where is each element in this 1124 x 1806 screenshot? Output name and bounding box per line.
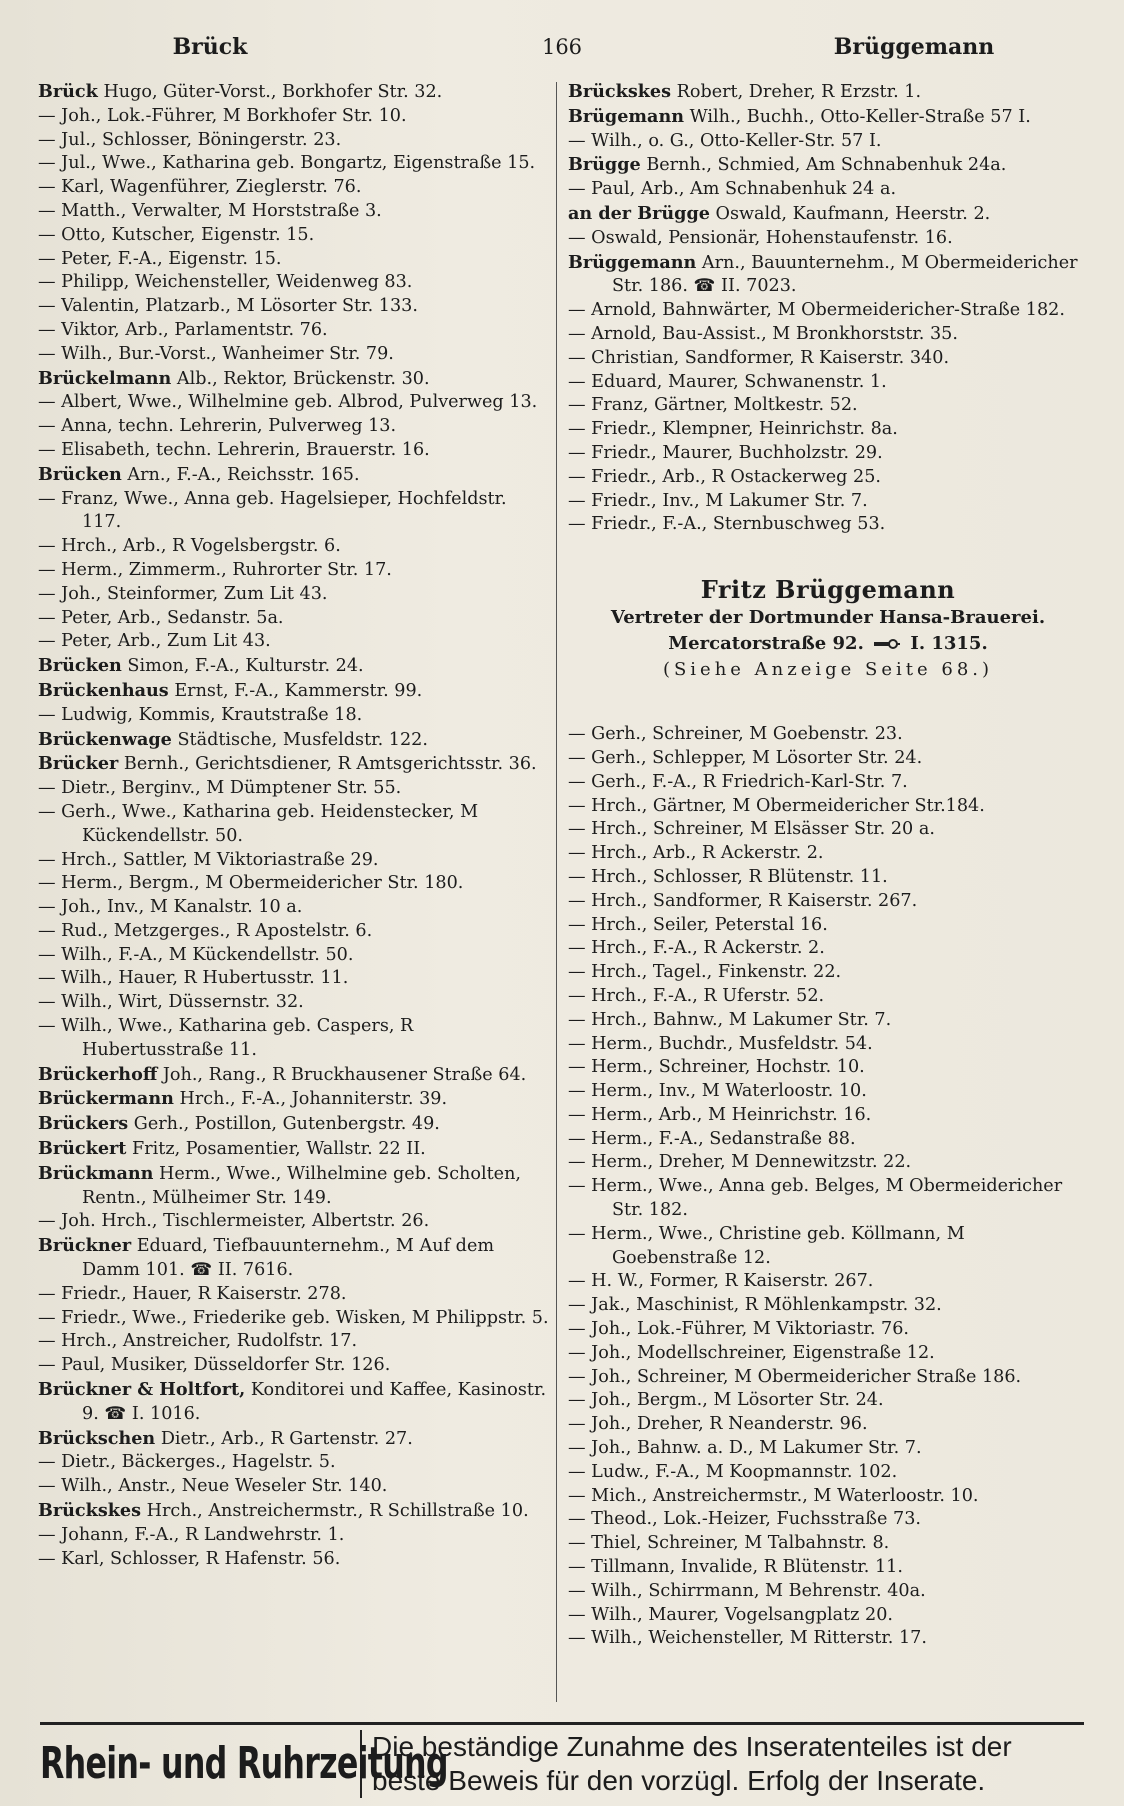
entry-details: Arn., Bauunternehm., M Obermeidericher Str. 186. ☎ II. 7023. <box>612 252 1078 297</box>
directory-entry <box>38 1015 550 1063</box>
entry-surname: Brügemann <box>568 105 685 127</box>
entry-details: — Herm., Arb., M Heinrichstr. 16. <box>568 1104 872 1125</box>
entry-details: — Herm., Wwe., Anna geb. Belges, M Obermeidericher Str. 182. <box>568 1176 1063 1221</box>
directory-entry <box>568 347 1088 371</box>
directory-entry <box>568 1104 1088 1128</box>
directory-entry <box>38 415 550 439</box>
directory-entry <box>38 777 550 801</box>
entry-details: — Joh., Schreiner, M Obermeidericher Straße 186. <box>568 1366 1022 1387</box>
footer-rule <box>40 1722 1084 1725</box>
entry-details: — Joh. Hrch., Tischlermeister, Albertstr. 26. <box>38 1211 430 1232</box>
entry-details: — Wilh., F.-A., M Kückendellstr. 50. <box>38 944 354 965</box>
directory-entry <box>568 251 1088 300</box>
directory-entry <box>568 299 1088 323</box>
directory-entry <box>568 1294 1088 1318</box>
entry-details: — Dietr., Bäckerges., Hagelstr. 5. <box>38 1452 336 1473</box>
entry-surname: Brückerhoff <box>38 1063 158 1085</box>
entry-details: — Joh., Modellschreiner, Eigenstraße 12. <box>568 1342 935 1363</box>
entry-surname: Brückers <box>38 1113 129 1135</box>
entry-details: — Herm., Bergm., M Obermeidericher Str. 180. <box>38 873 464 894</box>
entry-details: — Wilh., Hauer, R Hubertusstr. 11. <box>38 968 349 989</box>
entry-surname: Brückskes <box>568 81 672 102</box>
entry-details: — Hrch., Schlosser, R Blütenstr. 11. <box>568 866 888 887</box>
entry-details: — H. W., Former, R Kaiserstr. 267. <box>568 1271 874 1292</box>
entry-details: — Friedr., Maurer, Buchholzstr. 29. <box>568 442 883 463</box>
directory-entry <box>38 248 550 272</box>
right-column-bottom <box>568 723 1088 1651</box>
page-header <box>40 30 1084 64</box>
entry-details: — Ludwig, Kommis, Krautstraße 18. <box>38 704 363 725</box>
entry-details: — Joh., Dreher, R Neanderstr. 96. <box>568 1414 868 1435</box>
directory-entry <box>568 1413 1088 1437</box>
directory-entry <box>568 961 1088 985</box>
entry-details: — Joh., Inv., M Kanalstr. 10 a. <box>38 897 303 918</box>
directory-entry <box>568 80 1088 105</box>
directory-entry <box>38 728 550 753</box>
entry-details: — Paul, Arb., Am Schnabenhuk 24 a. <box>568 179 897 200</box>
directory-entry <box>568 178 1088 202</box>
entry-surname: Brückelmann <box>38 367 172 389</box>
entry-details: — Joh., Lok.-Führer, M Viktoriastr. 76. <box>568 1319 909 1340</box>
entry-details: — Joh., Lok.-Führer, M Borkhofer Str. 10. <box>38 105 407 126</box>
footer-advert <box>40 1728 1084 1800</box>
directory-entry <box>38 1354 550 1378</box>
directory-entry <box>38 224 550 248</box>
entry-surname: Brücken <box>38 655 122 677</box>
entry-surname: Brückmann <box>38 1162 154 1184</box>
entry-surname: Brügge <box>568 154 641 176</box>
entry-details: Alb., Rektor, Brückenstr. 30. <box>176 368 430 389</box>
directory-entry <box>568 1485 1088 1509</box>
directory-entry <box>38 872 550 896</box>
entry-details: — Joh., Steinformer, Zum Lit 43. <box>38 583 328 604</box>
entry-details: — Hrch., Arb., R Ackerstr. 2. <box>568 843 824 864</box>
entry-details: — Herm., Zimmerm., Ruhrorter Str. 17. <box>38 559 392 580</box>
directory-entry <box>38 105 550 129</box>
entry-details: — Dietr., Berginv., M Dümptener Str. 55. <box>38 778 402 799</box>
entry-details: — Johann, F.-A., R Landwehrstr. 1. <box>38 1524 345 1545</box>
entry-details: — Friedr., Inv., M Lakumer Str. 7. <box>568 490 868 511</box>
directory-entry <box>568 842 1088 866</box>
entry-surname: Brückenhaus <box>38 679 169 701</box>
directory-entry <box>38 439 550 463</box>
entry-details: — Karl, Schlosser, R Hafenstr. 56. <box>38 1548 341 1569</box>
directory-entry <box>38 630 550 654</box>
entry-details: — Joh., Bergm., M Lösorter Str. 24. <box>568 1390 884 1411</box>
entry-details: — Wilh., Bur.-Vorst., Wanheimer Str. 79. <box>38 343 394 364</box>
directory-entry <box>568 323 1088 347</box>
directory-entry <box>568 1318 1088 1342</box>
directory-entry <box>38 1524 550 1548</box>
directory-entry <box>38 1162 550 1211</box>
directory-entry <box>568 227 1088 251</box>
entry-surname: Brückschen <box>38 1427 156 1449</box>
entry-details: — Albert, Wwe., Wilhelmine geb. Albrod, Pulverweg 13. <box>38 392 538 413</box>
directory-entry <box>38 1283 550 1307</box>
entry-details: — Theod., Lok.-Heizer, Fuchsstraße 73. <box>568 1509 921 1530</box>
directory-entry <box>38 607 550 631</box>
entry-details: — Peter, F.-A., Eigenstr. 15. <box>38 248 282 269</box>
right-column-top <box>568 80 1088 537</box>
directory-entry <box>568 1009 1088 1033</box>
directory-entry <box>568 466 1088 490</box>
entry-details: — Elisabeth, techn. Lehrerin, Brauerstr. 16. <box>38 439 430 460</box>
entry-details: — Herm., Schreiner, Hochstr. 10. <box>568 1057 865 1078</box>
entry-details: — Wilh., Wirt, Düssernstr. 32. <box>38 992 304 1013</box>
directory-entry <box>38 944 550 968</box>
directory-entry <box>38 559 550 583</box>
directory-entry <box>568 1532 1088 1556</box>
directory-entry <box>38 1451 550 1475</box>
entry-details: — Tillmann, Invalide, R Blütenstr. 11. <box>568 1557 903 1578</box>
ad-address: Mercatorstraße 92. <box>668 633 864 655</box>
entry-details: — Wilh., Wwe., Katharina geb. Caspers, R Hubertusstraße 11. <box>38 1016 414 1060</box>
right-column <box>568 80 1088 1651</box>
entry-surname: Brückenwage <box>38 728 172 750</box>
ad-phone: I. 1315. <box>910 633 988 655</box>
directory-entry <box>38 295 550 319</box>
directory-entry <box>38 801 550 849</box>
directory-entry <box>568 418 1088 442</box>
entry-details: Städtische, Musfeldstr. 122. <box>177 729 428 750</box>
entry-details: — Eduard, Maurer, Schwanenstr. 1. <box>568 371 887 392</box>
entry-details: Fritz, Posamentier, Wallstr. 22 II. <box>132 1139 426 1160</box>
directory-entry <box>38 1307 550 1331</box>
header-right-keyword: Brüggemann <box>833 34 995 60</box>
directory-entry <box>38 463 550 488</box>
entry-details: — Otto, Kutscher, Eigenstr. 15. <box>38 224 315 245</box>
entry-details: — Anna, techn. Lehrerin, Pulverweg 13. <box>38 416 397 437</box>
directory-entry <box>38 80 550 105</box>
directory-entry <box>38 583 550 607</box>
entry-surname: Brückner <box>38 1235 132 1257</box>
directory-entry <box>568 105 1088 130</box>
entry-details: — Friedr., Klempner, Heinrichstr. 8a. <box>568 419 898 440</box>
entry-details: — Christian, Sandformer, R Kaiserstr. 340. <box>568 347 950 368</box>
directory-entry <box>568 153 1088 178</box>
entry-details: — Wilh., Weichensteller, M Ritterstr. 17. <box>568 1628 927 1649</box>
directory-entry <box>568 1223 1088 1271</box>
directory-entry <box>38 920 550 944</box>
advertisement <box>568 575 1088 683</box>
directory-entry <box>568 371 1088 395</box>
directory-entry <box>38 752 550 777</box>
directory-entry <box>38 991 550 1015</box>
directory-entry <box>38 367 550 392</box>
ad-name: Fritz Brüggemann <box>700 575 956 605</box>
directory-entry <box>38 896 550 920</box>
entry-details: — Oswald, Pensionär, Hohenstaufenstr. 16. <box>568 227 953 248</box>
directory-entry <box>568 723 1088 747</box>
directory-entry <box>568 513 1088 537</box>
directory-entry <box>568 747 1088 771</box>
entry-details: Dietr., Arb., R Gartenstr. 27. <box>160 1428 413 1449</box>
directory-entry <box>38 343 550 367</box>
directory-entry <box>568 985 1088 1009</box>
directory-entry <box>568 1342 1088 1366</box>
entry-surname: Brückert <box>38 1138 127 1160</box>
entry-details: — Paul, Musiker, Düsseldorfer Str. 126. <box>38 1355 391 1376</box>
directory-entry <box>568 1437 1088 1461</box>
entry-details: — Franz, Gärtner, Moltkestr. 52. <box>568 395 858 416</box>
entry-details: — Wilh., o. G., Otto-Keller-Str. 57 I. <box>568 130 882 151</box>
ad-note: (Siehe Anzeige Seite 68.) <box>662 659 994 681</box>
ad-address-line <box>568 631 1088 657</box>
directory-entry <box>38 1210 550 1234</box>
entry-details: — Hrch., Tagel., Finkenstr. 22. <box>568 962 842 983</box>
directory-entry <box>568 130 1088 154</box>
directory-entry <box>38 1087 550 1112</box>
directory-entry <box>38 176 550 200</box>
entry-surname: Brück <box>38 81 98 102</box>
entry-details: — Hrch., Sandformer, R Kaiserstr. 267. <box>568 890 918 911</box>
directory-entry <box>38 1234 550 1283</box>
entry-details: — Gerh., Schlepper, M Lösorter Str. 24. <box>568 747 923 768</box>
entry-details: — Herm., Wwe., Christine geb. Köllmann, M Goebenstraße 12. <box>568 1223 965 1268</box>
directory-entry <box>568 1556 1088 1580</box>
entry-details: — Peter, Arb., Sedanstr. 5a. <box>38 607 284 628</box>
directory-entry <box>568 1033 1088 1057</box>
directory-entry <box>38 200 550 224</box>
directory-entry <box>568 1366 1088 1390</box>
entry-details: Bernh., Schmied, Am Schnabenhuk 24a. <box>646 155 1007 176</box>
directory-entry <box>38 535 550 559</box>
entry-details: — Viktor, Arb., Parlamentstr. 76. <box>38 319 328 340</box>
directory-entry <box>568 1508 1088 1532</box>
entry-details: Wilh., Buchh., Otto-Keller-Straße 57 I. <box>689 106 1031 127</box>
footer-slogan: Die beständige Zunahme des Inseratenteiles ist der beste Beweis für den vorzügl. Erfolg der Inserate. <box>360 1730 1084 1798</box>
entry-details: Bernh., Gerichtsdiener, R Amtsgerichtsstr. 36. <box>123 754 537 775</box>
directory-entry <box>568 1461 1088 1485</box>
directory-entry <box>38 319 550 343</box>
directory-entry <box>568 1270 1088 1294</box>
directory-entry <box>38 967 550 991</box>
directory-entry <box>568 1056 1088 1080</box>
entry-surname: Brückermann <box>38 1088 174 1110</box>
directory-entry <box>568 490 1088 514</box>
entry-details: Hrch., F.-A., Johanniterstr. 39. <box>179 1089 448 1110</box>
directory-entry <box>38 1330 550 1354</box>
entry-details: Hugo, Güter-Vorst., Borkhofer Str. 32. <box>103 82 443 102</box>
directory-entry <box>568 866 1088 890</box>
entry-details: Eduard, Tiefbauunternehm., M Auf dem Damm 101. ☎ II. 7616. <box>82 1236 495 1281</box>
directory-entry <box>568 442 1088 466</box>
entry-details: — Mich., Anstreichermstr., M Waterloostr. 10. <box>568 1485 979 1506</box>
directory-entry <box>568 394 1088 418</box>
entry-details: — Arnold, Bau-Assist., M Bronkhorststr. 35. <box>568 323 958 344</box>
header-left-keyword: Brück <box>172 34 248 60</box>
directory-entry <box>38 1137 550 1162</box>
entry-details: — Franz, Wwe., Anna geb. Hagelsieper, Hochfeldstr. 117. <box>38 488 507 533</box>
entry-details: Oswald, Kaufmann, Heerstr. 2. <box>715 203 991 224</box>
entry-details: — Herm., Inv., M Waterloostr. 10. <box>568 1081 867 1102</box>
entry-surname: Brücken <box>38 463 122 485</box>
directory-entry <box>568 1580 1088 1604</box>
entry-details: — Herm., Dreher, M Dennewitzstr. 22. <box>568 1152 912 1173</box>
page-number: 166 <box>541 35 583 59</box>
directory-entry <box>38 1475 550 1499</box>
directory-entry <box>38 849 550 873</box>
directory-entry <box>38 1548 550 1572</box>
entry-details: — Herm., Buchdr., Musfeldstr. 54. <box>568 1033 873 1054</box>
telephone-icon <box>874 639 900 649</box>
directory-entry <box>38 129 550 153</box>
entry-details: — Gerh., F.-A., R Friedrich-Karl-Str. 7. <box>568 771 908 792</box>
entry-details: Joh., Rang., R Bruckhausener Straße 64. <box>162 1064 527 1085</box>
column-divider <box>556 82 557 1702</box>
entry-details: — Hrch., Sattler, M Viktoriastraße 29. <box>38 849 379 870</box>
entry-details: — Hrch., Seiler, Peterstal 16. <box>568 914 828 935</box>
directory-entry <box>568 771 1088 795</box>
entry-details: — Joh., Bahnw. a. D., M Lakumer Str. 7. <box>568 1438 922 1459</box>
entry-details: Hrch., Anstreichermstr., R Schillstraße 10. <box>146 1501 529 1522</box>
directory-entry <box>568 202 1088 227</box>
entry-details: — Jul., Schlosser, Böningerstr. 23. <box>38 129 342 150</box>
directory-entry <box>568 914 1088 938</box>
directory-entry <box>38 152 550 176</box>
directory-entry <box>568 1389 1088 1413</box>
directory-entry <box>38 391 550 415</box>
directory-entry <box>568 937 1088 961</box>
entry-details: — Friedr., Hauer, R Kaiserstr. 278. <box>38 1283 347 1304</box>
entry-details: Simon, F.-A., Kulturstr. 24. <box>127 656 364 677</box>
entry-details: — Philipp, Weichensteller, Weidenweg 83. <box>38 272 413 293</box>
entry-details: — Gerh., Schreiner, M Goebenstr. 23. <box>568 724 903 745</box>
entry-details: — Hrch., F.-A., R Ackerstr. 2. <box>568 938 825 959</box>
directory-entry <box>568 818 1088 842</box>
entry-details: — Arnold, Bahnwärter, M Obermeidericher-Straße 182. <box>568 300 1065 321</box>
entry-details: — Herm., F.-A., Sedanstraße 88. <box>568 1128 856 1149</box>
entry-details: — Peter, Arb., Zum Lit 43. <box>38 631 271 652</box>
entry-surname: Brückner & Holtfort, <box>38 1379 246 1401</box>
entry-surname: Brücker <box>38 753 119 775</box>
directory-entry <box>568 795 1088 819</box>
entry-details: — Jak., Maschinist, R Möhlenkampstr. 32. <box>568 1295 942 1316</box>
entry-details: — Rud., Metzgerges., R Apostelstr. 6. <box>38 920 373 941</box>
entry-details: Robert, Dreher, R Erzstr. 1. <box>676 82 922 102</box>
directory-entry <box>38 1378 550 1427</box>
entry-details: — Hrch., F.-A., R Uferstr. 52. <box>568 985 825 1006</box>
directory-entry <box>568 1128 1088 1152</box>
entry-details: — Wilh., Anstr., Neue Weseler Str. 140. <box>38 1476 388 1497</box>
entry-details: — Friedr., F.-A., Sternbuschweg 53. <box>568 514 886 535</box>
entry-details: — Friedr., Wwe., Friederike geb. Wisken, M Philippstr. 5. <box>38 1307 549 1328</box>
left-column <box>38 80 550 1571</box>
directory-entry <box>38 488 550 536</box>
entry-details: — Hrch., Arb., R Vogelsbergstr. 6. <box>38 536 341 557</box>
entry-surname: Brüggemann <box>568 251 697 273</box>
directory-entry <box>38 654 550 679</box>
newspaper-brand: Rhein- und Ruhrzeitung <box>40 1738 448 1789</box>
directory-entry <box>568 1627 1088 1651</box>
directory-entry <box>38 1112 550 1137</box>
entry-details: Herm., Wwe., Wilhelmine geb. Scholten, Rentn., Mülheimer Str. 149. <box>82 1163 522 1208</box>
directory-entry <box>38 1499 550 1524</box>
entry-details: — Gerh., Wwe., Katharina geb. Heidenstecker, M Kückendellstr. 50. <box>38 801 479 846</box>
entry-details: — Thiel, Schreiner, M Talbahnstr. 8. <box>568 1533 890 1554</box>
directory-entry <box>568 890 1088 914</box>
entry-details: — Matth., Verwalter, M Horststraße 3. <box>38 200 382 221</box>
entry-details: Gerh., Postillon, Gutenbergstr. 49. <box>133 1114 440 1135</box>
entry-details: — Valentin, Platzarb., M Lösorter Str. 133. <box>38 296 418 317</box>
directory-entry <box>568 1151 1088 1175</box>
ad-tagline: Vertreter der Dortmunder Hansa-Brauerei. <box>610 607 1046 629</box>
entry-details: — Wilh., Schirrmann, M Behrenstr. 40a. <box>568 1580 926 1601</box>
directory-entry <box>38 704 550 728</box>
entry-details: — Karl, Wagenführer, Zieglerstr. 76. <box>38 177 362 198</box>
directory-entry <box>38 271 550 295</box>
entry-details: — Hrch., Gärtner, M Obermeidericher Str.184. <box>568 795 985 816</box>
directory-entry <box>568 1175 1088 1223</box>
entry-details: — Jul., Wwe., Katharina geb. Bongartz, Eigenstraße 15. <box>38 153 536 174</box>
directory-entry <box>568 1080 1088 1104</box>
directory-entry <box>38 679 550 704</box>
entry-surname: an der Brügge <box>568 202 710 224</box>
directory-entry <box>568 1604 1088 1628</box>
entry-details: Arn., F.-A., Reichsstr. 165. <box>127 464 360 485</box>
entry-details: — Hrch., Schreiner, M Elsässer Str. 20 a. <box>568 819 935 840</box>
entry-details: — Wilh., Maurer, Vogelsangplatz 20. <box>568 1604 894 1625</box>
directory-entry <box>38 1063 550 1088</box>
entry-details: — Ludw., F.-A., M Koopmannstr. 102. <box>568 1461 898 1482</box>
entry-details: — Hrch., Anstreicher, Rudolfstr. 17. <box>38 1331 358 1352</box>
directory-entry <box>38 1427 550 1452</box>
entry-surname: Brückskes <box>38 1500 142 1522</box>
entry-details: Konditorei und Kaffee, Kasinostr. 9. ☎ I. 1016. <box>82 1380 547 1424</box>
entry-details: Ernst, F.-A., Kammerstr. 99. <box>174 680 423 701</box>
entry-details: — Hrch., Bahnw., M Lakumer Str. 7. <box>568 1009 892 1030</box>
entry-details: — Friedr., Arb., R Ostackerweg 25. <box>568 466 882 487</box>
